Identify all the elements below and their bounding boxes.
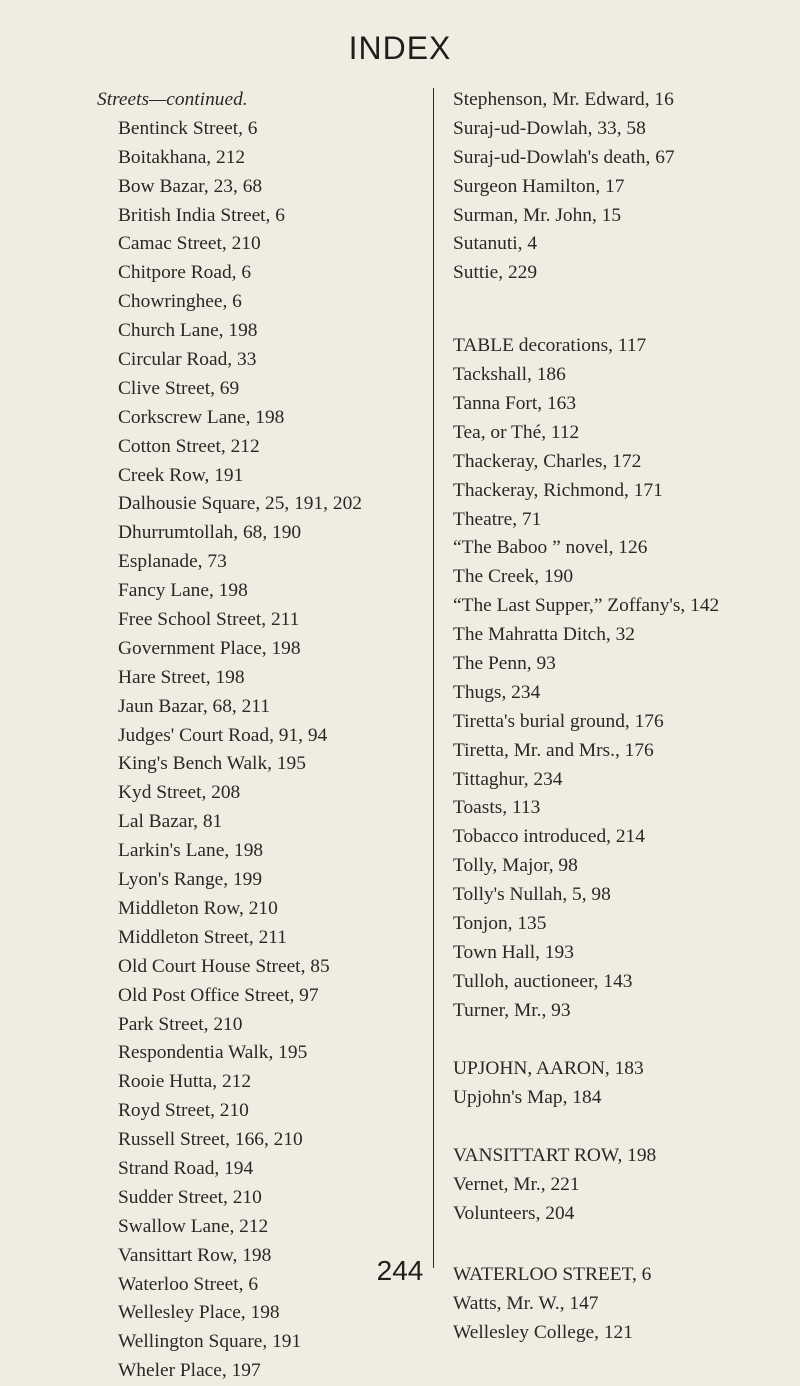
group-spacer: [453, 1026, 793, 1055]
index-entry: Old Court House Street, 85: [118, 955, 330, 977]
index-entry: Tiretta's burial ground, 176: [453, 710, 664, 732]
right-column: [453, 86, 793, 1348]
index-entry: Middleton Street, 211: [118, 926, 287, 948]
index-entry: Dalhousie Square, 25, 191, 202: [118, 493, 362, 515]
s-entry-list: [453, 86, 793, 288]
index-entry: Chitpore Road, 6: [118, 262, 252, 284]
index-entry: Suttie, 229: [453, 262, 538, 284]
v-entry-list: [453, 1142, 793, 1229]
index-entry: Thugs, 234: [453, 681, 541, 703]
index-entry: Stephenson, Mr. Edward, 16: [453, 89, 674, 110]
index-entry: Tea, or Thé, 112: [453, 421, 580, 443]
index-entry: Tolly's Nullah, 5, 98: [453, 884, 611, 906]
index-entry: Dhurrumtollah, 68, 190: [118, 522, 302, 544]
index-entry: Middleton Row, 210: [118, 897, 278, 919]
index-entry: Tulloh, auctioneer, 143: [453, 970, 633, 992]
t-entry-list: [453, 332, 793, 1025]
index-entry: “The Last Supper,” Zoffany's, 142: [453, 595, 720, 617]
section-heading: Streets—continued.: [97, 89, 248, 110]
index-entry: Larkin's Lane, 198: [118, 840, 264, 862]
index-entry: British India Street, 6: [118, 204, 285, 226]
index-entry: Theatre, 71: [453, 508, 542, 530]
index-entry: Tittaghur, 234: [453, 768, 563, 790]
index-entry: Old Post Office Street, 97: [118, 984, 319, 1006]
index-entry: Lal Bazar, 81: [118, 811, 223, 833]
group-spacer: [453, 1112, 793, 1142]
index-entry: Hare Street, 198: [118, 666, 245, 688]
index-entry: Swallow Lane, 212: [118, 1215, 269, 1237]
index-entry: Vansittart Row, 198: [118, 1244, 272, 1266]
index-entry: Park Street, 210: [118, 1013, 243, 1035]
index-entry: Church Lane, 198: [118, 320, 258, 342]
index-entry: Waterloo Street, 6: [118, 1273, 259, 1295]
index-entry: Vernet, Mr., 221: [453, 1174, 580, 1196]
index-entry: Tonjon, 135: [453, 913, 547, 935]
index-entry: Bow Bazar, 23, 68: [118, 175, 263, 197]
page-title: INDEX: [348, 30, 452, 66]
index-entry: Kyd Street, 208: [118, 782, 241, 804]
index-entry: Corkscrew Lane, 198: [118, 406, 285, 428]
index-entry: Sudder Street, 210: [118, 1186, 262, 1208]
index-entry: Turner, Mr., 93: [453, 999, 571, 1021]
u-entry-list: [453, 1055, 793, 1113]
index-entry: Chowringhee, 6: [118, 291, 242, 313]
index-entry: Watts, Mr. W., 147: [453, 1292, 599, 1314]
index-entry: Creek Row, 191: [118, 464, 244, 486]
left-column: [97, 86, 427, 1386]
index-entry: Tiretta, Mr. and Mrs., 176: [453, 739, 654, 761]
index-entry: Thackeray, Charles, 172: [453, 450, 642, 472]
index-entry: Wellington Square, 191: [118, 1331, 302, 1353]
index-entry: Russell Street, 166, 210: [118, 1129, 303, 1151]
index-entry: Government Place, 198: [118, 637, 301, 659]
index-entry: Lyon's Range, 199: [118, 869, 263, 891]
index-entry: Clive Street, 69: [118, 377, 240, 399]
index-entry: Wellesley Place, 198: [118, 1302, 280, 1324]
index-entry: Tobacco introduced, 214: [453, 826, 645, 848]
index-entry: Town Hall, 193: [453, 941, 574, 963]
index-entry: Boitakhana, 212: [118, 146, 246, 168]
index-entry: Fancy Lane, 198: [118, 580, 248, 602]
index-entry: Tolly, Major, 98: [453, 855, 578, 877]
index-entry: Surman, Mr. John, 15: [453, 204, 622, 226]
index-entry: VANSITTART ROW, 198: [453, 1145, 657, 1167]
page-number: 244: [376, 1255, 424, 1286]
index-entry: Toasts, 113: [453, 797, 541, 819]
index-entry: Respondentia Walk, 195: [118, 1042, 308, 1064]
index-entry: Wellesley College, 121: [453, 1321, 633, 1343]
index-entry: The Penn, 93: [453, 653, 556, 675]
index-entry: Rooie Hutta, 212: [118, 1071, 252, 1093]
index-entry: The Mahratta Ditch, 32: [453, 624, 635, 646]
index-entry: TABLE decorations, 117: [453, 335, 647, 357]
index-entry: Bentinck Street, 6: [118, 117, 258, 139]
index-entry: UPJOHN, AARON, 183: [453, 1057, 644, 1079]
index-entry: Wheler Place, 197: [118, 1360, 261, 1382]
index-entry: Thackeray, Richmond, 171: [453, 479, 663, 501]
index-entry: Tanna Fort, 163: [453, 393, 577, 415]
index-entry: King's Bench Walk, 195: [118, 753, 306, 775]
index-entry: Tackshall, 186: [453, 364, 566, 386]
index-entry: Strand Road, 194: [118, 1157, 254, 1179]
left-entry-list: [97, 115, 427, 1386]
index-entry: Sutanuti, 4: [453, 233, 538, 255]
column-divider: [433, 88, 434, 1268]
index-entry: Royd Street, 210: [118, 1100, 249, 1122]
index-entry: Judges' Court Road, 91, 94: [118, 724, 328, 746]
index-entry: Suraj-ud-Dowlah's death, 67: [453, 146, 675, 168]
index-entry: Jaun Bazar, 68, 211: [118, 695, 270, 717]
index-entry: Suraj-ud-Dowlah, 33, 58: [453, 117, 646, 139]
index-entry: WATERLOO STREET, 6: [453, 1264, 652, 1286]
index-entry: Cotton Street, 212: [118, 435, 260, 457]
index-entry: The Creek, 190: [453, 566, 574, 588]
index-entry: Camac Street, 210: [118, 233, 261, 255]
index-entry: Surgeon Hamilton, 17: [453, 175, 625, 197]
group-spacer: [453, 288, 793, 332]
index-entry: “The Baboo ” novel, 126: [453, 537, 648, 559]
index-entry: Free School Street, 211: [118, 609, 300, 631]
index-entry: Esplanade, 73: [118, 551, 227, 573]
index-entry: Circular Road, 33: [118, 349, 257, 371]
index-entry: Volunteers, 204: [453, 1203, 575, 1225]
index-entry: Upjohn's Map, 184: [453, 1086, 602, 1108]
